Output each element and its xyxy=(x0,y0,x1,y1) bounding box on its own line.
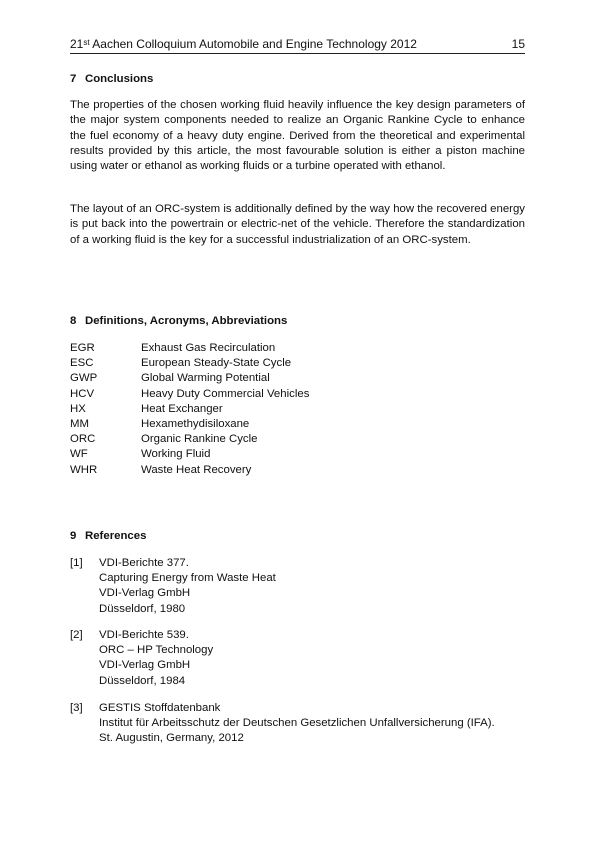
reference-line: St. Augustin, Germany, 2012 xyxy=(99,732,244,745)
abbreviation-term: MM xyxy=(70,417,89,430)
header-title: 21st Aachen Colloquium Automobile and Engine Technology 2012 xyxy=(70,37,417,51)
reference-entry xyxy=(70,628,525,689)
reference-line: VDI-Berichte 377. xyxy=(99,557,189,569)
section-heading-references xyxy=(70,529,146,543)
reference-label: [3] xyxy=(70,702,83,714)
reference-label: [1] xyxy=(70,557,83,569)
section-number: 8 xyxy=(70,315,77,327)
abbreviation-term: HCV xyxy=(70,387,95,400)
section-heading-conclusions xyxy=(70,72,153,86)
abbreviation-row xyxy=(70,356,525,371)
abbreviation-definition: Heavy Duty Commercial Vehicles xyxy=(141,387,310,400)
section-number: 9 xyxy=(70,530,77,542)
conclusions-paragraph-1: The properties of the chosen working fluid heavily influence the key design parameters of the major system components needed to realize an Organic Rankine Cycle to enhance the fuel economy of a heavy duty engine. Derived from the theoretical and experimental results provided by this article, the most favourable solution is either a piston machine using water or ethanol as working fluids or a turbine operated with ethanol. xyxy=(70,99,525,173)
abbreviation-row xyxy=(70,432,525,447)
abbreviation-row xyxy=(70,402,525,417)
reference-line: Capturing Energy from Waste Heat xyxy=(99,572,276,585)
abbreviation-row xyxy=(70,341,525,356)
abbreviation-row xyxy=(70,417,525,432)
section-title: Definitions, Acronyms, Abbreviations xyxy=(85,315,288,327)
reference-entry xyxy=(70,701,525,747)
abbreviation-term: GWP xyxy=(70,372,98,385)
abbreviation-term: ORC xyxy=(70,433,96,446)
abbreviation-term: EGR xyxy=(70,342,95,354)
abbreviation-term: HX xyxy=(70,402,86,415)
abbreviation-definition: Global Warming Potential xyxy=(141,372,270,385)
reference-line: Institut für Arbeitsschutz der Deutschen Gesetzlichen Unfallversicherung (IFA). xyxy=(99,717,495,730)
reference-line: Düsseldorf, 1980 xyxy=(99,602,186,615)
reference-text xyxy=(99,556,276,617)
abbreviation-definition: Organic Rankine Cycle xyxy=(141,433,258,446)
header-title-superscript: st xyxy=(83,38,90,47)
abbreviation-row xyxy=(70,387,525,402)
abbreviation-definition: Exhaust Gas Recirculation xyxy=(141,342,276,354)
abbreviation-row xyxy=(70,447,525,462)
reference-text xyxy=(99,701,495,747)
abbreviation-list xyxy=(70,341,525,478)
abbreviation-definition: Heat Exchanger xyxy=(141,402,223,415)
abbreviation-term: WHR xyxy=(70,463,98,476)
section-title: References xyxy=(85,530,147,542)
abbreviation-term: WF xyxy=(70,448,88,461)
reference-line: ORC – HP Technology xyxy=(99,644,214,657)
abbreviation-row xyxy=(70,371,525,386)
abbreviation-definition: Hexamethydisiloxane xyxy=(141,417,250,430)
reference-line: GESTIS Stoffdatenbank xyxy=(99,702,221,714)
section-number: 7 xyxy=(70,73,77,85)
section-heading-definitions xyxy=(70,314,287,328)
abbreviation-definition: Waste Heat Recovery xyxy=(141,463,252,476)
running-header xyxy=(70,37,525,53)
header-rule xyxy=(70,53,525,54)
reference-entry xyxy=(70,556,525,617)
reference-text xyxy=(99,628,213,689)
reference-label: [2] xyxy=(70,629,83,641)
reference-line: VDI-Verlag GmbH xyxy=(99,587,191,600)
reference-line: Düsseldorf, 1984 xyxy=(99,674,186,687)
abbreviation-definition: European Steady-State Cycle xyxy=(141,357,292,370)
reference-line: VDI-Verlag GmbH xyxy=(99,659,191,672)
abbreviation-term: ESC xyxy=(70,357,94,370)
section-title: Conclusions xyxy=(85,73,154,85)
abbreviation-row xyxy=(70,463,525,478)
conclusions-paragraph-2: The layout of an ORC-system is additionally defined by the way how the recovered energy is put back into the powertrain or electric-net of the vehicle. Therefore the standardization of a working fluid is the key for a successful industrialization of an ORC-system. xyxy=(70,203,525,246)
abbreviation-definition: Working Fluid xyxy=(141,448,211,461)
page-number: 15 xyxy=(511,37,525,51)
reference-line: VDI-Berichte 539. xyxy=(99,629,189,641)
